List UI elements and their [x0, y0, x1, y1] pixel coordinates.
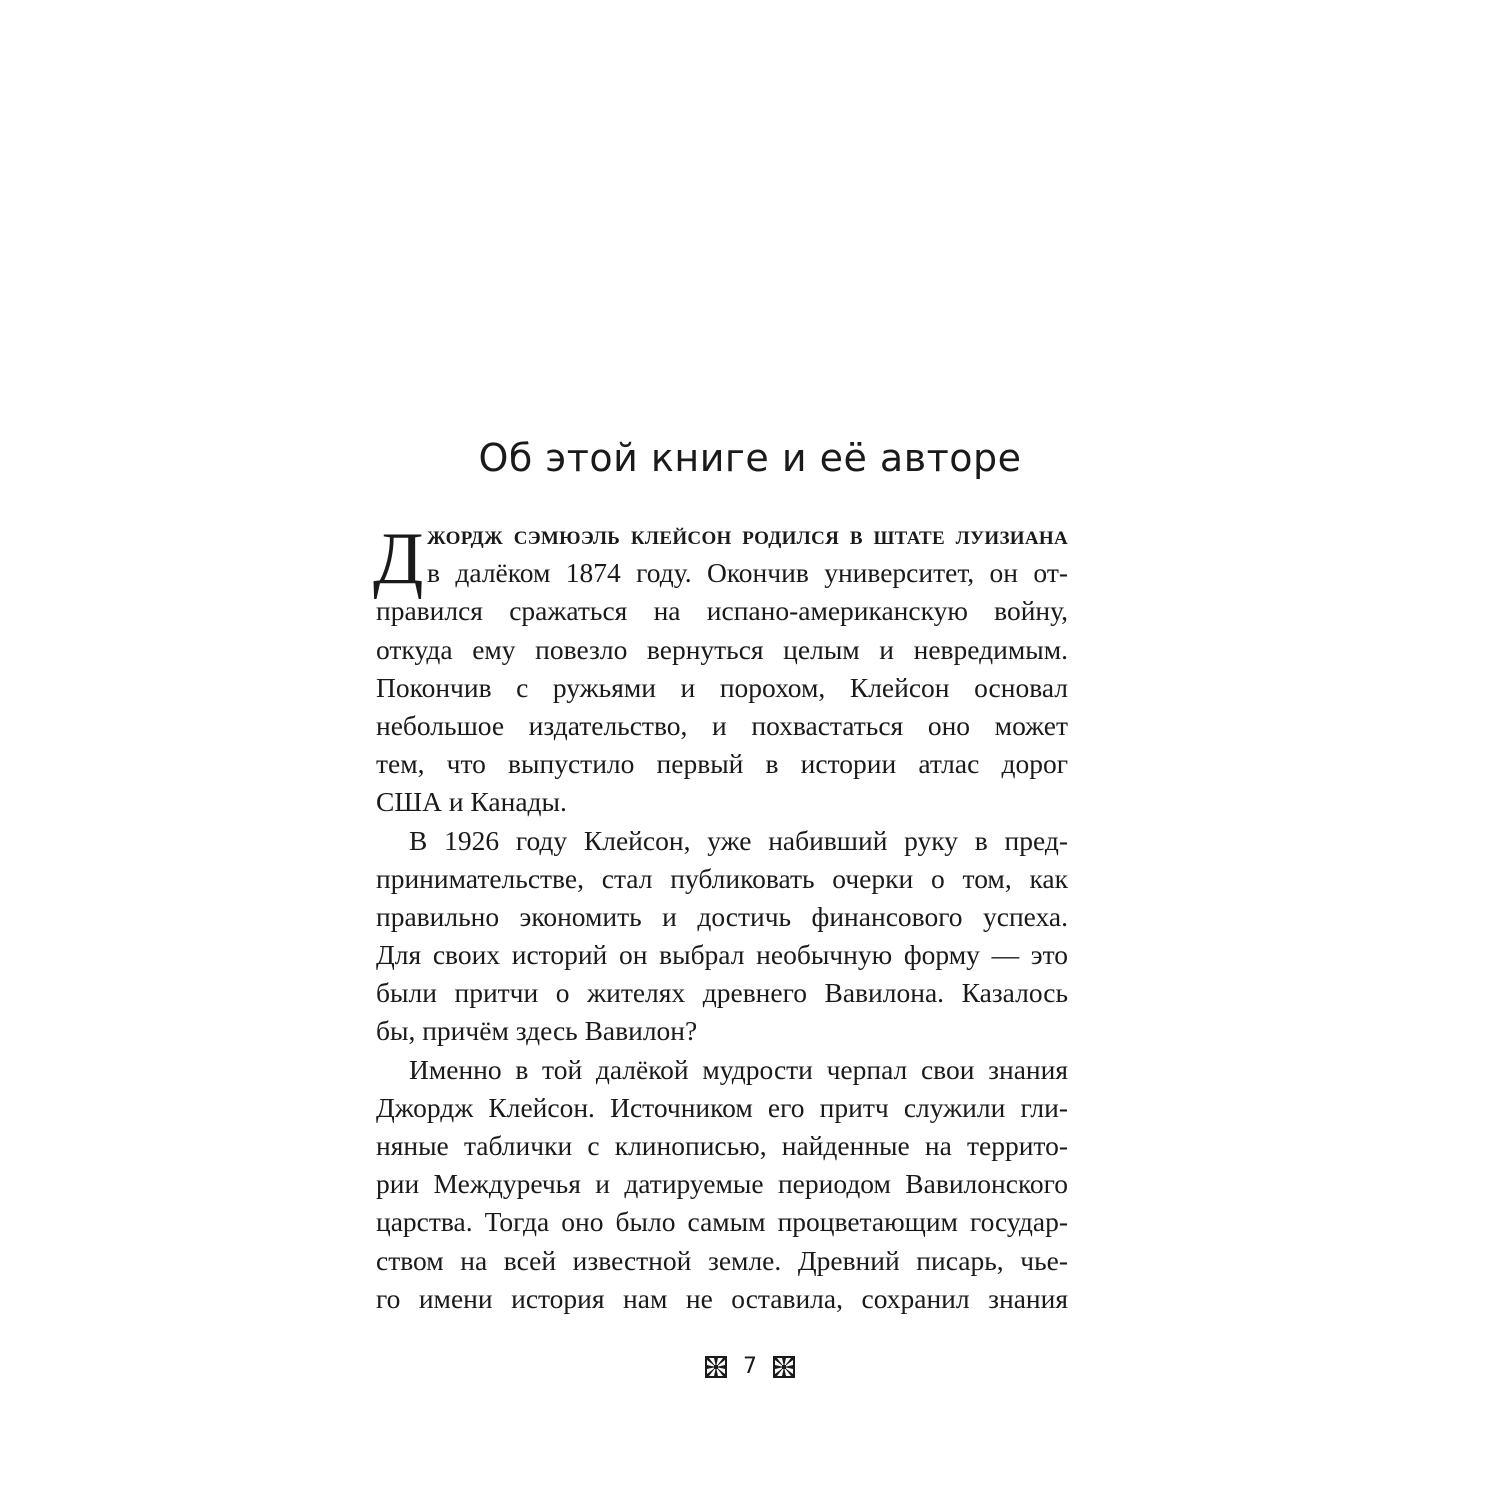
text-line: принимательстве, стал публиковать очерки о том, как — [376, 862, 1068, 894]
text-line: тем, что выпустило первый в истории атлас дорог — [376, 748, 1068, 780]
text-line: были притчи о жителях древнего Вавилона. Казалось — [376, 977, 1068, 1009]
text-line: царства. Тогда оно было самым процветающим государ- — [376, 1206, 1068, 1238]
page-number: 7 — [743, 1354, 757, 1379]
page-footer — [0, 1352, 1500, 1382]
text-line: США и Канады. — [376, 786, 567, 818]
text-line: правильно экономить и достичь финансового успеха. — [376, 900, 1068, 932]
text-line: ством на всей известной земле. Древний писарь, чье- — [376, 1244, 1068, 1276]
text-line-lead: жордж сэмюэль клейсон родился в штате луизиана — [427, 519, 1068, 550]
ornament-cross-icon — [773, 1356, 795, 1378]
text-line: Именно в той далёкой мудрости черпал свои знания — [409, 1053, 1068, 1085]
chapter-title: Об этой книге и её авторе — [478, 436, 1022, 480]
text-line: няные таблички с клинописью, найденные на террито- — [376, 1130, 1068, 1161]
text-line: Джордж Клейсон. Источником его притч служили гли- — [376, 1091, 1068, 1123]
text-line: небольшое издательство, и похвастаться оно может — [376, 709, 1068, 741]
drop-cap: Д — [373, 518, 424, 600]
text-line: в далёком 1874 году. Окончив университет, он от- — [427, 557, 1068, 589]
text-line: го имени история нам не оставила, сохранил знания — [376, 1282, 1068, 1314]
text-line: бы, причём здесь Вавилон? — [376, 1015, 698, 1047]
body-text — [373, 516, 1068, 1318]
ornament-cross-icon — [705, 1356, 727, 1378]
text-line: Покончив с ружьями и порохом, Клейсон основал — [376, 671, 1068, 703]
text-line: откуда ему повезло вернуться целым и невредимым. — [376, 633, 1068, 665]
text-line: Для своих историй он выбрал необычную форму — это — [376, 939, 1068, 971]
text-line: правился сражаться на испано-американскую войну, — [376, 595, 1068, 627]
text-line: рии Междуречья и датируемые периодом Вавилонского — [376, 1168, 1068, 1200]
text-line: В 1926 году Клейсон, уже набивший руку в пред- — [409, 824, 1068, 856]
